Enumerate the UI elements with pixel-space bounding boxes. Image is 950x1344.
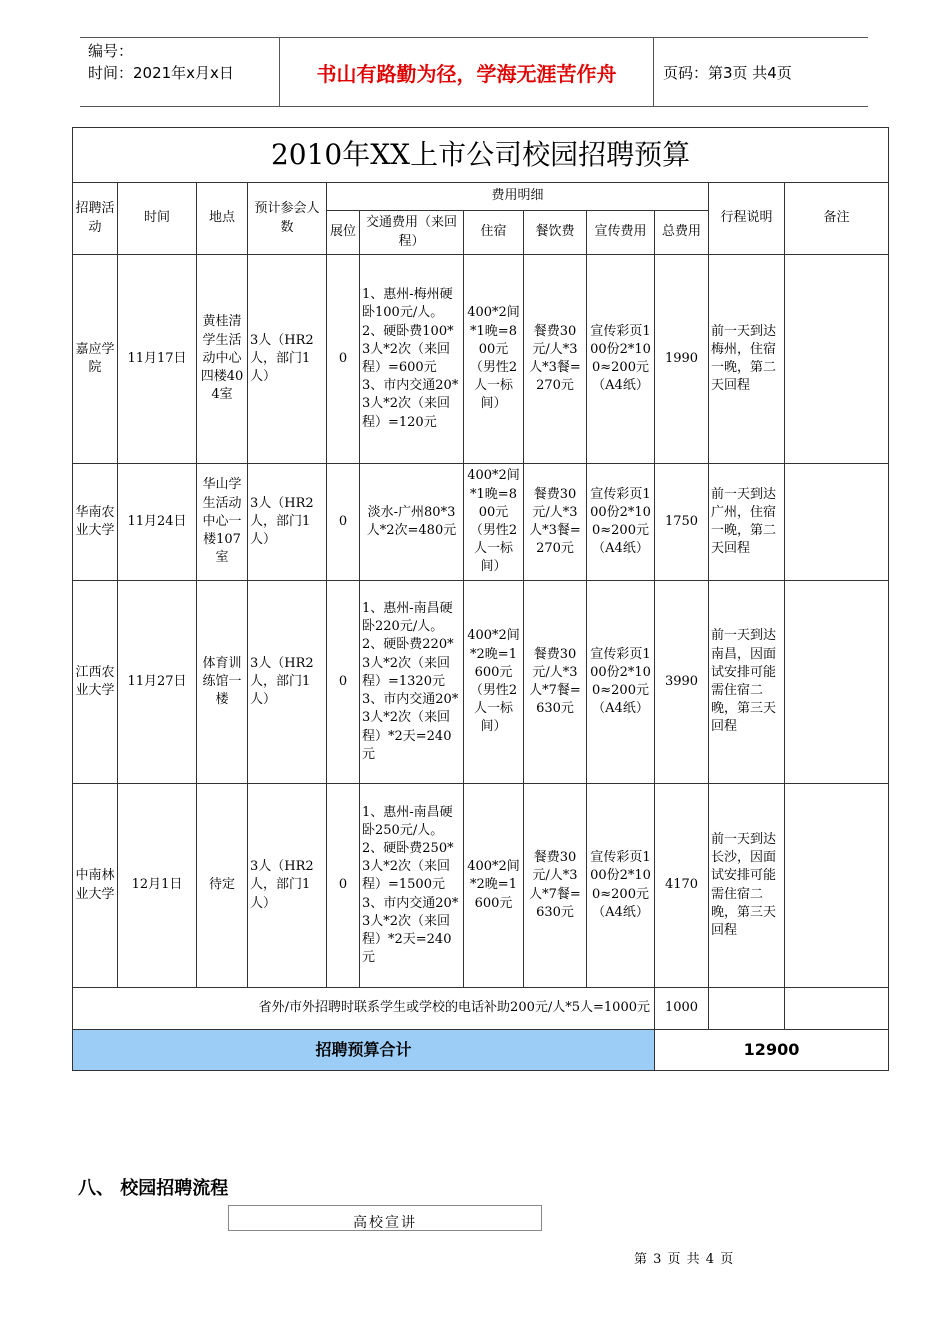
header-place: 地点 <box>197 183 248 255</box>
row-itinerary: 前一天到达长沙，因面试安排可能需住宿二晚，第三天回程 <box>709 784 785 988</box>
row-itinerary: 前一天到达广州，住宿一晚，第二天回程 <box>709 464 785 581</box>
row-people: 3人（HR2人，部门1人） <box>248 784 327 988</box>
row-booth: 0 <box>327 581 360 784</box>
row-booth: 0 <box>327 464 360 581</box>
header-cost-detail: 费用明细 <box>327 183 709 211</box>
row-itinerary: 前一天到达南昌，因面试安排可能需住宿二晚，第三天回程 <box>709 581 785 784</box>
row-transport: 1、惠州-梅州硬卧100元/人。 2、硬卧费100*3人*2次（来回程）=600元 3、市内交通20*3人*2次（来回程）=120元 <box>360 255 464 464</box>
row-people: 3人（HR2人，部门1人） <box>248 464 327 581</box>
row-place: 华山学生活动中心一楼107室 <box>197 464 248 581</box>
header-page-number: 页码：第3页 共4页 <box>663 63 792 82</box>
section-heading: 八、 校园招聘流程 <box>78 1178 229 1199</box>
empty-cell <box>785 988 889 1030</box>
row-transport: 1、惠州-南昌硬卧250元/人。 2、硬卧费250*3人*2次（来回程）=1500元 3、市内交通20*3人*2次（来回程）*2天=240元 <box>360 784 464 988</box>
table-row <box>73 784 889 988</box>
table-title: 2010年XX上市公司校园招聘预算 <box>73 128 889 183</box>
header-meals: 餐饮费 <box>524 211 587 255</box>
grand-total-value: 12900 <box>655 1030 889 1071</box>
header-itinerary: 行程说明 <box>709 183 785 255</box>
flow-step-box: 高校宣讲 <box>228 1205 542 1231</box>
table-row <box>73 581 889 784</box>
page-footer: 第 3 页 共 4 页 <box>634 1252 735 1267</box>
row-time: 11月17日 <box>118 255 197 464</box>
phone-subsidy-row <box>73 988 889 1030</box>
row-people: 3人（HR2人，部门1人） <box>248 581 327 784</box>
row-transport: 1、惠州-南昌硬卧220元/人。 2、硬卧费220*3人*2次（来回程）=1320元 3、市内交通20*3人*2次（来回程）*2天=240元 <box>360 581 464 784</box>
header-people: 预计参会人数 <box>248 183 327 255</box>
page-header <box>80 37 868 107</box>
grand-total-row <box>73 1030 889 1071</box>
header-meta <box>80 38 280 106</box>
row-lodging: 400*2间*2晚=1600元（男性2人一标间） <box>464 581 524 784</box>
table-row <box>73 255 889 464</box>
row-meals: 餐费30元/人*3人*3餐=270元 <box>524 464 587 581</box>
row-remarks <box>785 255 889 464</box>
row-place: 体育训练馆一楼 <box>197 581 248 784</box>
row-lodging: 400*2间*2晚=1600元 <box>464 784 524 988</box>
row-meals: 餐费30元/人*3人*7餐=630元 <box>524 581 587 784</box>
phone-subsidy-total: 1000 <box>655 988 709 1030</box>
header-booth: 展位 <box>327 211 360 255</box>
row-time: 11月24日 <box>118 464 197 581</box>
header-remarks: 备注 <box>785 183 889 255</box>
row-people: 3人（HR2人，部门1人） <box>248 255 327 464</box>
empty-cell <box>709 988 785 1030</box>
header-transport: 交通费用（来回程） <box>360 211 464 255</box>
recruitment-budget-table <box>72 127 889 1071</box>
row-time: 12月1日 <box>118 784 197 988</box>
row-total: 1990 <box>655 255 709 464</box>
header-number-label: 编号： <box>88 42 134 60</box>
row-remarks <box>785 784 889 988</box>
row-promo: 宣传彩页100份2*100≈200元（A4纸） <box>587 464 655 581</box>
row-lodging: 400*2间*1晚=800元（男性2人一标间） <box>464 255 524 464</box>
row-booth: 0 <box>327 255 360 464</box>
table-row <box>73 464 889 581</box>
row-total: 1750 <box>655 464 709 581</box>
header-promo: 宣传费用 <box>587 211 655 255</box>
header-lodging: 住宿 <box>464 211 524 255</box>
row-place: 待定 <box>197 784 248 988</box>
row-time: 11月27日 <box>118 581 197 784</box>
row-place: 黄桂清学生活动中心四楼404室 <box>197 255 248 464</box>
row-promo: 宣传彩页100份2*100≈200元（A4纸） <box>587 255 655 464</box>
header-activity: 招聘活动 <box>73 183 118 255</box>
row-total: 3990 <box>655 581 709 784</box>
row-meals: 餐费30元/人*3人*7餐=630元 <box>524 784 587 988</box>
row-school: 嘉应学院 <box>73 255 118 464</box>
header-date: 时间：2021年x月x日 <box>88 64 234 82</box>
row-total: 4170 <box>655 784 709 988</box>
row-remarks <box>785 464 889 581</box>
phone-subsidy-text: 省外/市外招聘时联系学生或学校的电话补助200元/人*5人=1000元 <box>73 988 655 1030</box>
row-meals: 餐费30元/人*3人*3餐=270元 <box>524 255 587 464</box>
header-time: 时间 <box>118 183 197 255</box>
header-total: 总费用 <box>655 211 709 255</box>
row-transport: 淡水-广州80*3人*2次=480元 <box>360 464 464 581</box>
row-promo: 宣传彩页100份2*100≈200元（A4纸） <box>587 581 655 784</box>
row-booth: 0 <box>327 784 360 988</box>
grand-total-label: 招聘预算合计 <box>73 1030 655 1071</box>
row-lodging: 400*2间*1晚=800元（男性2人一标间） <box>464 464 524 581</box>
row-school: 中南林业大学 <box>73 784 118 988</box>
row-itinerary: 前一天到达梅州，住宿一晚，第二天回程 <box>709 255 785 464</box>
header-motto: 书山有路勤为径，学海无涯苦作舟 <box>280 38 654 106</box>
row-promo: 宣传彩页100份2*100≈200元（A4纸） <box>587 784 655 988</box>
row-school: 江西农业大学 <box>73 581 118 784</box>
row-remarks <box>785 581 889 784</box>
row-school: 华南农业大学 <box>73 464 118 581</box>
